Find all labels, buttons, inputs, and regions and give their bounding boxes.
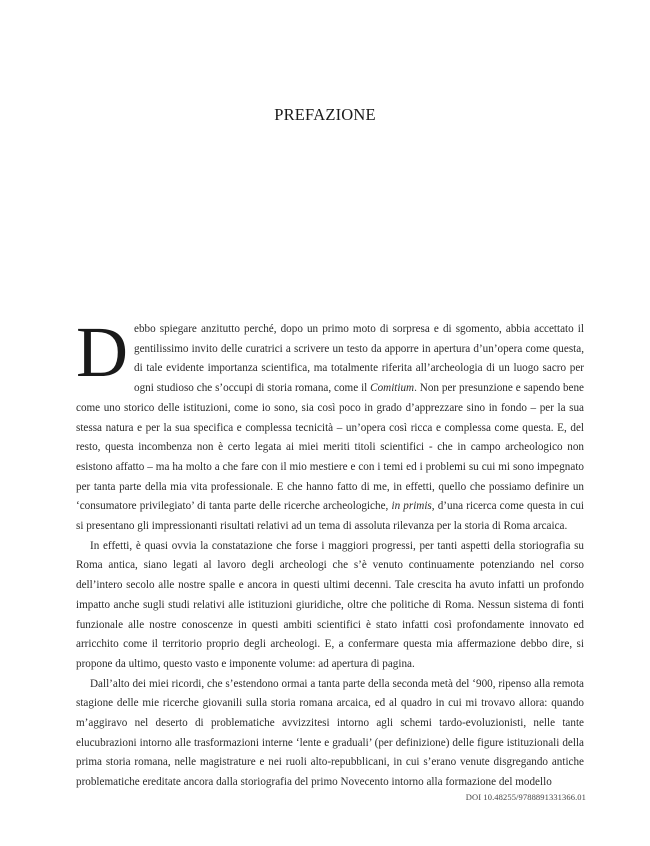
text-segment: . Non per presunzione e sapendo bene come uno storico delle istituzioni, come io sono, sia così poco in grado d’apprezzare sino in fondo – per la sua stessa natura e per la sua specifica e complessa tecnicità – un’opera così ricca e complessa come questa. E, del resto, questa incombenza non è certo legata ai miei meriti titoli scientifici - che in campo archeologico non esistono affatto – ma ha molto a che fare con il mio mestiere e con i temi ed i problemi su cui mi sono impegnato per tanta parte della mia vita professionale. E che hanno fatto di me, in effetti, quello che possiamo definire un ‘consumatore privilegiato’ di tanta parte delle ricerche archeologiche, [76, 382, 584, 513]
italic-term-in-primis: in primis, [391, 500, 435, 513]
text-segment: ebbo spiegare anzitutto perché, dopo un primo moto di sorpresa e di sgomento, abbia accettato il gentilissimo invito delle curatrici a scrivere un testo da apporre in apertura d’un’opera come questa, di tale evidente importanza scientifica, ma totalmente riferita all’archeologia di un luogo sacro per ogni studioso che s’occupi di storia romana, come il [134, 323, 584, 395]
paragraph-3 [76, 675, 584, 793]
text-segment: In effetti, è quasi ovvia la constatazione che forse i maggiori progressi, per tanti aspetti della storiografia su Roma antica, siano legati al lavoro degli archeologi che s’è venuto continuamente potenziando nel corso dell’intero secolo alle nostre spalle e ancora in questi ultimi decenni. Tale crescita ha avuto infatti un profondo impatto anche sugli studi relativi alle istituzioni giuridiche, oltre che politiche di Roma. Nessun sistema di fonti funzionale alle nostre conoscenze in questi ambiti scientifici è stato infatti così profondamente innovato ed arricchito come il territorio proprio degli archeologi. E, a confermare questa mia affermazione debbo dire, si propone da ultimo, questo vasto e imponente volume: ad apertura di pagina. [76, 539, 584, 670]
italic-term-comitium: Comitium [370, 382, 415, 395]
paragraph-1 [76, 312, 585, 537]
doi-footer: DOI 10.48255/9788891331366.01 [465, 792, 586, 802]
drop-cap: D [76, 312, 128, 392]
text-segment: d’una ricerca come questa in cui si presentano gli impressionanti risultati relativi ad un tema di assoluta rilevanza per la storia di Roma arcaica. [76, 500, 585, 533]
paragraph-2 [76, 537, 584, 675]
preface-body [76, 312, 585, 793]
page-title: PREFAZIONE [274, 105, 376, 124]
text-segment: Dall’alto dei miei ricordi, che s’estendono ormai a tanta parte della seconda metà del ‘900, ripenso alla remota stagione delle mie ricerche giovanili sulla storia romana arcaica, ed al quadro in cui mi trovavo allora: quando m’aggiravo nel deserto di problematiche avvizzitesi intorno agli schemi tardo-evoluzionisti, nelle tante elucubrazioni intorno alle trasformazioni interne ‘lente e graduali’ (per definizione) delle figure istituzionali della prima storia romana, nelle magistrature e nei ruoli alto-repubblicani, in cui s’erano venute disgregando antiche problematiche ereditate ancora dalla storiografia del primo Novecento intorno alla formazione del modello [76, 677, 584, 789]
